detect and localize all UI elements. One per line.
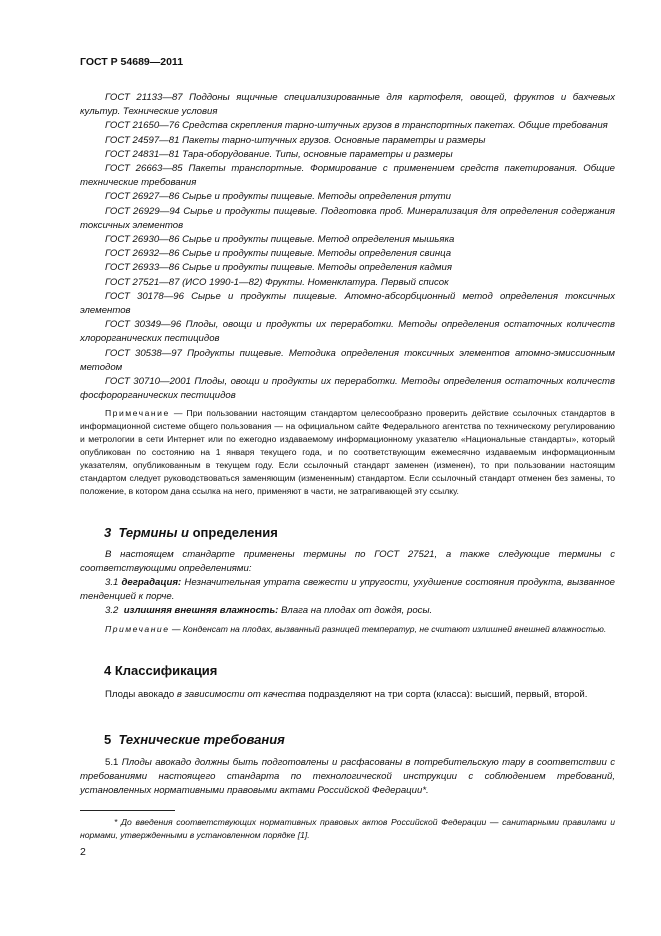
section-4-heading: 4 Классификация xyxy=(104,663,218,678)
reference-item: ГОСТ 30349—96 Плоды, овощи и продукты их переработки. Методы определения остаточных количеств хлорорганических пестицидов xyxy=(80,319,615,345)
section-4-text: Плоды авокадо в зависимости от качества подразделяют на три сорта (класса): высший, первый, второй. xyxy=(105,689,588,700)
term-name: излишняя внешняя влажность: xyxy=(123,605,279,616)
references-note xyxy=(80,407,615,498)
reference-item: ГОСТ 26929—94 Сырье и продукты пищевые. Подготовка проб. Минерализация для определения содержания токсичных элементов xyxy=(80,205,615,231)
reference-item: ГОСТ 27521—87 (ИСО 1990-1—82) Фрукты. Номенклатура. Первый список xyxy=(105,276,449,288)
section-5-heading: 5 Технические требования xyxy=(104,732,285,747)
reference-item: ГОСТ 30710—2001 Плоды, овощи и продукты их переработки. Методы определения остаточных количеств фосфорорганических пестицидов xyxy=(80,376,615,402)
reference-item: ГОСТ 21133—87 Поддоны ящичные специализированные для картофеля, овощей, фруктов и бахчевых культур. Технические условия xyxy=(80,92,615,118)
reference-item: ГОСТ 26932—86 Сырье и продукты пищевые. Методы определения свинца xyxy=(105,248,452,260)
term-degradation: 3.1 деградация: Незначительная утрата свежести и упругости, ухудшение состояния продукта, вызванное тенденцией к порче. xyxy=(80,577,615,603)
reference-item: ГОСТ 26927—86 Сырье и продукты пищевые. Методы определения ртути xyxy=(105,191,451,203)
section-5-1: 5.1 Плоды авокадо должны быть подготовлены и расфасованы в потребительскую тару в соответствии с требованиями настоящего стандарта по технологической инструкции с соблюдением требований, установленных нормативными правовыми актами Российской Федерации*. xyxy=(80,757,615,797)
note-label: Примечание xyxy=(105,408,170,418)
references-list xyxy=(80,91,615,403)
reference-item: ГОСТ 26930—86 Сырье и продукты пищевые. Метод определения мышьяка xyxy=(105,234,455,246)
reference-item: ГОСТ 30538—97 Продукты пищевые. Методика определения токсичных элементов атомно-эмиссионным методом xyxy=(80,347,615,373)
reference-item: ГОСТ 26933—86 Сырье и продукты пищевые. Методы определения кадмия xyxy=(105,262,452,274)
reference-item: ГОСТ 26663—85 Пакеты транспортные. Формирование с применением средств пакетирования. Общие технические требования xyxy=(80,163,615,189)
footnote-divider xyxy=(80,810,175,811)
reference-item: ГОСТ 30178—96 Сырье и продукты пищевые. Атомно-абсорбционный метод определения токсичных элементов xyxy=(80,290,615,317)
reference-item: ГОСТ 24597—81 Пакеты тарно-штучных грузов. Основные параметры и размеры xyxy=(105,134,486,146)
term-note: Примечание — Конденсат на плодах, вызванный разницей температур, не считают излишней внешней влажностью. xyxy=(105,624,607,634)
term-name: деградация: xyxy=(121,577,182,588)
footnote: * До введения соответствующих нормативных правовых актов Российской Федерации — санитарными правилами и нормами, утвержденными в установленном порядке [1]. xyxy=(80,817,615,840)
reference-item: ГОСТ 21650—76 Средства скрепления тарно-штучных грузов в транспортных пакетах. Общие требования xyxy=(105,120,608,132)
section-3-intro: В настоящем стандарте применены термины по ГОСТ 27521, а также следующие термины с соответствующими определениями: xyxy=(80,549,615,575)
document-header: ГОСТ Р 54689—2011 xyxy=(80,56,184,68)
term-excess-moisture: 3.2 излишняя внешняя влажность: Влага на плодах от дождя, росы. xyxy=(105,605,433,616)
section-3-heading: 3 Термины и определения xyxy=(104,525,278,540)
reference-item: ГОСТ 24831—81 Тара-оборудование. Типы, основные параметры и размеры xyxy=(105,148,453,160)
note-text: — При пользовании настоящим стандартом целесообразно проверить действие ссылочных стандартов в информационной системе общего пользования — на официальном сайте Федерального агентства по техническому регулированию и метрологии в сети Интернет или по ежегодно издаваемому информационному указателю «Национальные стандарты», который опубликован по состоянию на 1 января текущего года, и по соответствующим ежемесячно издаваемым информационным указателям, опубликованным в текущем году. Если ссылочный стандарт заменен (изменен), то при пользовании настоящим стандартом следует руководствоваться заменяющим (измененным) стандартом. Если ссылочный стандарт отменен без замены, то положение, в котором дана ссылка на него, применяют в части, не затрагивающей эту ссылку. xyxy=(80,408,615,496)
page-number: 2 xyxy=(80,846,86,858)
